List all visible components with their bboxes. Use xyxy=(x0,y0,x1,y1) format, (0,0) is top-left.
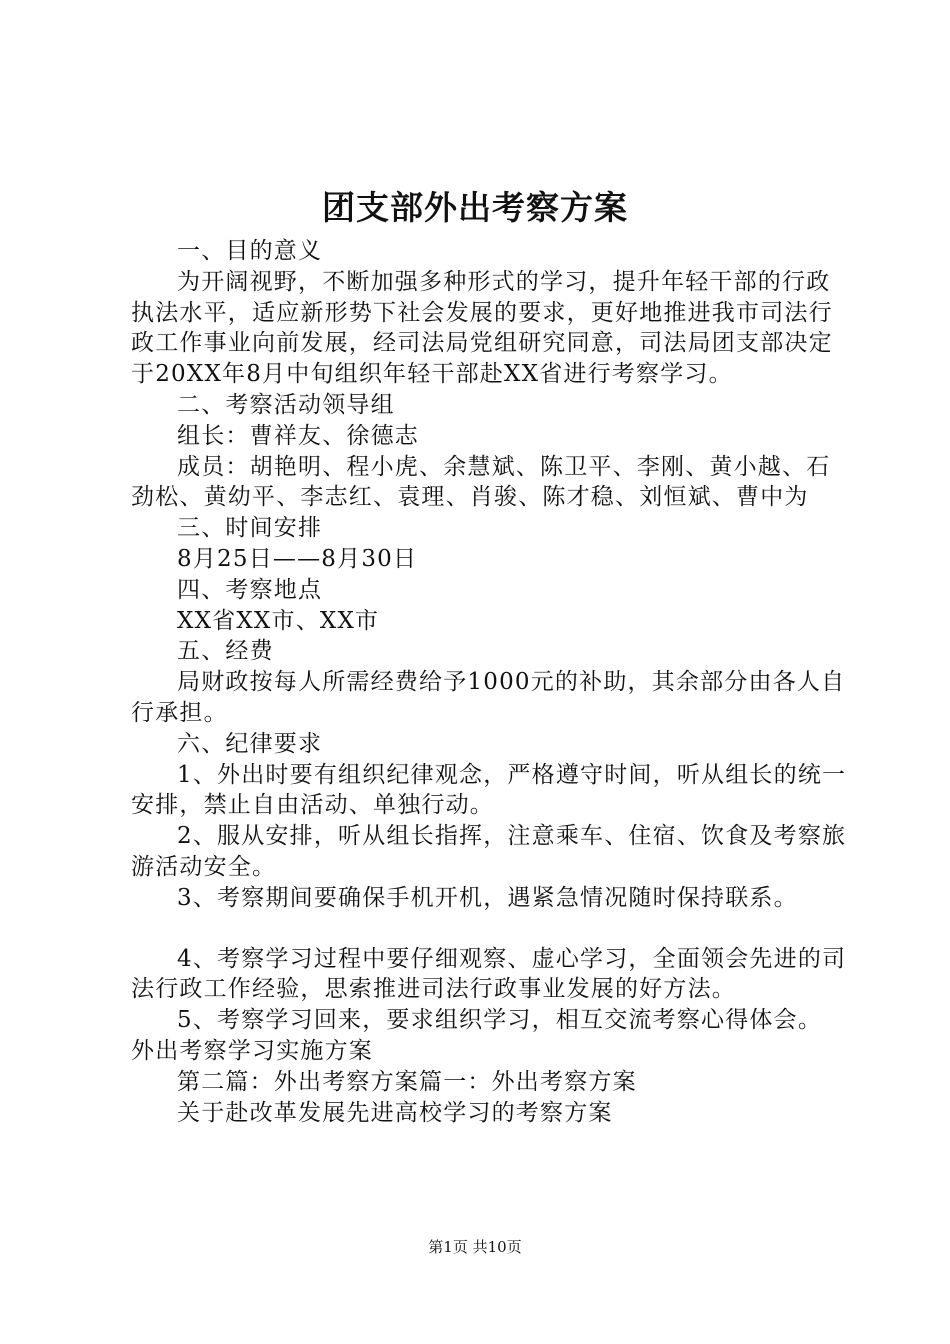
paragraph: 外出考察学习实施方案 xyxy=(131,1037,373,1064)
paragraph: 第二篇：外出考察方案篇一：外出考察方案 xyxy=(177,1068,637,1095)
paragraph: 8月25日——8月30日 xyxy=(177,545,418,572)
paragraph: 局财政按每人所需经费给予1000元的补助，其余部分由各人自行承担。 xyxy=(131,669,846,726)
paragraph: 为开阔视野，不断加强多种形式的学习，提升年轻干部的行政执法水平，适应新形势下社会发展的要求，更好地推进我市司法行政工作事业向前发展，经司法局党组研究同意，司法局团支部决定于20XX年8月中旬组织年轻干部赴XX省进行考察学习。 xyxy=(131,268,833,388)
document-title: 团支部外出考察方案 xyxy=(322,188,628,227)
paragraph: 四、考察地点 xyxy=(177,576,323,603)
paragraph: 1、外出时要有组织纪律观念，严格遵守时间，听从组长的统一安排，禁止自由活动、单独行动。 xyxy=(131,761,847,819)
paragraph: 组长：曹祥友、徐德志 xyxy=(177,422,419,449)
paragraph: XX省XX市、XX市 xyxy=(177,607,380,634)
paragraph: 三、时间安排 xyxy=(177,515,323,542)
paragraph: 二、考察活动领导组 xyxy=(177,391,395,418)
paragraph: 3、考察期间要确保手机开机，遇紧急情况随时保持联系。 xyxy=(177,884,798,911)
paragraph: 4、考察学习过程中要仔细观察、虚心学习，全面领会先进的司法行政工作经验，思索推进司法行政事业发展的好方法。 xyxy=(131,945,847,1003)
paragraph: 2、服从安排，听从组长指挥，注意乘车、住宿、饮食及考察旅游活动安全。 xyxy=(131,823,847,880)
paragraph: 5、考察学习回来，要求组织学习，相互交流考察心得体会。 xyxy=(177,1007,823,1034)
document-body xyxy=(131,236,851,1128)
blank-line xyxy=(131,914,851,944)
paragraph: 关于赴改革发展先进高校学习的考察方案 xyxy=(177,1099,613,1126)
paragraph: 五、经费 xyxy=(177,638,274,665)
paragraph: 成员：胡艳明、程小虎、余慧斌、陈卫平、李刚、黄小越、石劲松、黄幼平、李志红、袁理、肖骏、陈才稳、刘恒斌、曹中为 xyxy=(131,453,831,511)
paragraph: 一、目的意义 xyxy=(177,238,323,264)
page-footer: 第1页 共10页 xyxy=(428,1238,522,1256)
paragraph: 六、纪律要求 xyxy=(177,730,323,757)
